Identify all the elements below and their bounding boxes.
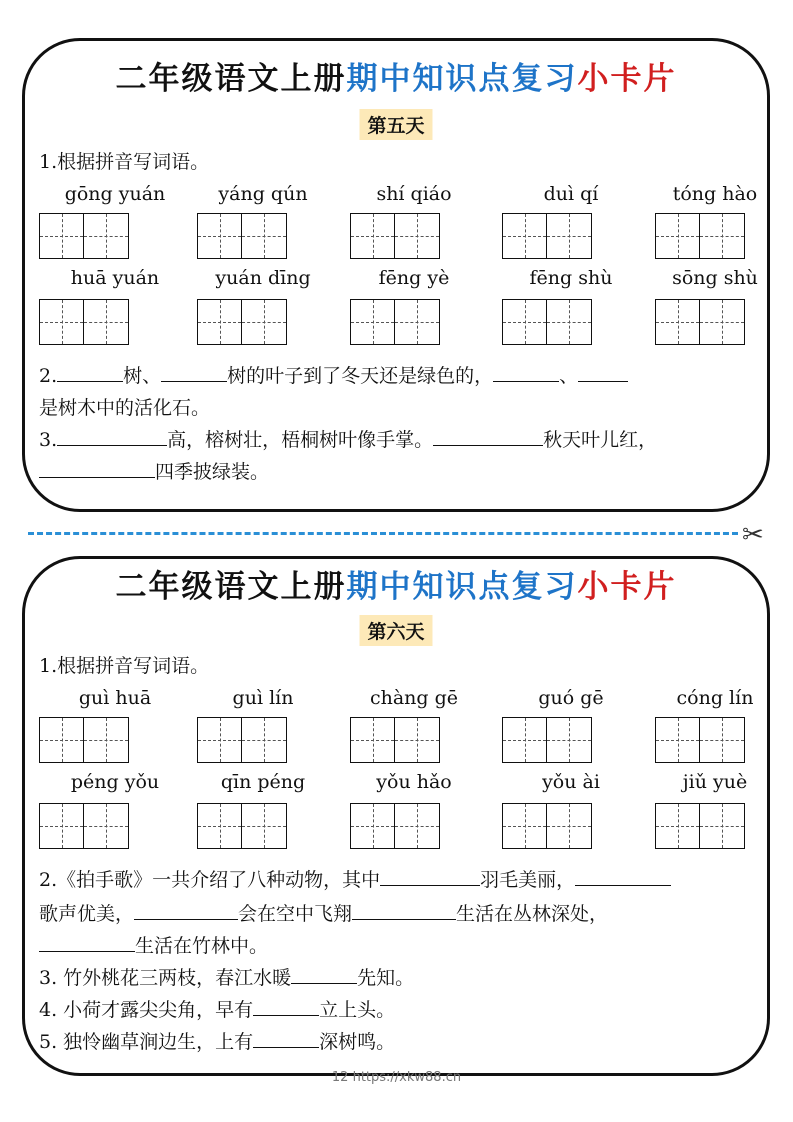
- writing-grid[interactable]: [197, 299, 287, 345]
- answer-blank[interactable]: [134, 901, 238, 920]
- answer-blank[interactable]: [493, 363, 559, 382]
- card-title: 二年级语文上册期中知识点复习小卡片: [115, 61, 677, 97]
- day-badge: 第六天: [359, 615, 432, 646]
- answer-blank[interactable]: [57, 363, 123, 382]
- writing-grid[interactable]: [502, 213, 592, 259]
- day-badge: 第五天: [359, 109, 432, 140]
- pinyin-label: tóng hào: [672, 183, 758, 205]
- cut-line: [28, 532, 738, 535]
- pinyin-label: sōng shù: [672, 267, 758, 289]
- question-1-label: 1.根据拼音写词语。: [39, 655, 210, 677]
- writing-grid[interactable]: [350, 299, 440, 345]
- question-2-line1: 2. 树、 树的叶子到了冬天还是绿色的， 、: [39, 361, 628, 388]
- writing-grid[interactable]: [197, 213, 287, 259]
- writing-grid[interactable]: [350, 717, 440, 763]
- answer-blank[interactable]: [575, 867, 671, 886]
- writing-grid[interactable]: [655, 717, 745, 763]
- question-3-line: 3. 竹外桃花三两枝，春江水暖 先知。: [39, 967, 415, 989]
- writing-grid[interactable]: [350, 213, 440, 259]
- pinyin-label: guì lín: [232, 687, 294, 709]
- question-5-line: 5. 独怜幽草涧边生，上有 深树鸣。: [39, 1031, 396, 1053]
- writing-grid[interactable]: [39, 213, 129, 259]
- pinyin-label: péng yǒu: [70, 771, 160, 793]
- card-day6: [22, 556, 770, 1076]
- writing-grid[interactable]: [655, 803, 745, 849]
- card-day5: [22, 38, 770, 512]
- pinyin-label: yuán dīng: [215, 267, 311, 289]
- question-2-line1: 2.《拍手歌》一共介绍了八种动物，其中 羽毛美丽，: [39, 865, 671, 892]
- page-footer: 12 https://xkw88.cn: [331, 1070, 462, 1085]
- answer-blank[interactable]: [39, 933, 135, 952]
- answer-blank[interactable]: [253, 1029, 319, 1048]
- pinyin-label: chàng gē: [369, 687, 459, 709]
- writing-grid[interactable]: [197, 717, 287, 763]
- writing-grid[interactable]: [655, 299, 745, 345]
- writing-grid[interactable]: [502, 803, 592, 849]
- pinyin-label: guó gē: [538, 687, 604, 709]
- question-2-line2: 是树木中的活化石。: [39, 397, 211, 419]
- answer-blank[interactable]: [291, 965, 357, 984]
- pinyin-label: cóng lín: [676, 687, 754, 709]
- answer-blank[interactable]: [380, 867, 480, 886]
- pinyin-label: shí qiáo: [376, 183, 452, 205]
- scissors-icon: ✂: [742, 520, 764, 550]
- pinyin-label: fēng shù: [529, 267, 613, 289]
- writing-grid[interactable]: [39, 299, 129, 345]
- question-3-line1: 3. 高，榕树壮，梧桐树叶像手掌。 秋天叶儿红，: [39, 429, 658, 451]
- writing-grid[interactable]: [502, 717, 592, 763]
- pinyin-label: jiǔ yuè: [682, 771, 748, 793]
- writing-grid[interactable]: [39, 717, 129, 763]
- question-3-line2: 四季披绿装。: [39, 457, 269, 484]
- answer-blank[interactable]: [578, 363, 628, 382]
- question-1-label: 1.根据拼音写词语。: [39, 151, 210, 173]
- pinyin-label: yǒu ài: [542, 771, 600, 793]
- answer-blank[interactable]: [352, 901, 456, 920]
- question-2-line2: 歌声优美， 会在空中飞翔 生活在丛林深处，: [39, 903, 609, 925]
- card-title: 二年级语文上册期中知识点复习小卡片: [115, 569, 677, 605]
- writing-grid[interactable]: [197, 803, 287, 849]
- writing-grid[interactable]: [502, 299, 592, 345]
- pinyin-label: duì qí: [543, 183, 599, 205]
- answer-blank[interactable]: [39, 459, 155, 478]
- pinyin-label: qīn péng: [220, 771, 306, 793]
- pinyin-label: guì huā: [78, 687, 152, 709]
- writing-grid[interactable]: [350, 803, 440, 849]
- writing-grid[interactable]: [655, 213, 745, 259]
- pinyin-label: gōng yuán: [64, 183, 166, 205]
- answer-blank[interactable]: [57, 427, 167, 446]
- pinyin-label: yǒu hǎo: [376, 771, 452, 793]
- writing-grid[interactable]: [39, 803, 129, 849]
- pinyin-label: yáng qún: [218, 183, 308, 205]
- pinyin-label: huā yuán: [70, 267, 160, 289]
- answer-blank[interactable]: [161, 363, 227, 382]
- pinyin-label: fēng yè: [378, 267, 450, 289]
- answer-blank[interactable]: [253, 997, 319, 1016]
- question-4-line: 4. 小荷才露尖尖角，早有 立上头。: [39, 999, 396, 1021]
- question-2-line3: 生活在竹林中。: [39, 931, 268, 958]
- answer-blank[interactable]: [433, 427, 543, 446]
